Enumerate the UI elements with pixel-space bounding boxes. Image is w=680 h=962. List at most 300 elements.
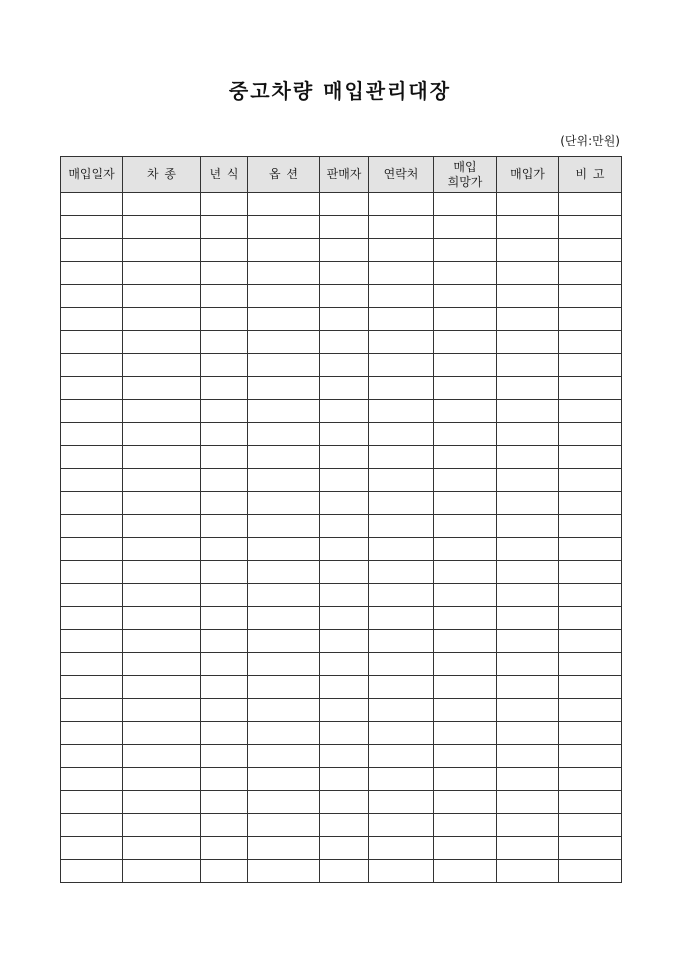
table-row (61, 285, 622, 308)
cell-purchase-date[interactable] (61, 653, 123, 676)
cell-purchase-date[interactable] (61, 584, 123, 607)
cell-car-type[interactable] (123, 308, 201, 331)
cell-year[interactable] (201, 446, 248, 469)
cell-seller[interactable] (320, 377, 369, 400)
table-row (61, 630, 622, 653)
cell-desired-price[interactable] (434, 285, 497, 308)
cell-options[interactable] (248, 354, 320, 377)
cell-contact[interactable] (369, 239, 434, 262)
cell-remarks[interactable] (559, 216, 622, 239)
cell-car-type[interactable] (123, 584, 201, 607)
cell-year[interactable] (201, 538, 248, 561)
cell-desired-price[interactable] (434, 791, 497, 814)
cell-purchase-date[interactable] (61, 515, 123, 538)
table-row (61, 492, 622, 515)
cell-car-type[interactable] (123, 699, 201, 722)
cell-purchase-price[interactable] (497, 193, 559, 216)
cell-remarks[interactable] (559, 239, 622, 262)
cell-seller[interactable] (320, 676, 369, 699)
table-row (61, 193, 622, 216)
cell-contact[interactable] (369, 262, 434, 285)
cell-purchase-price[interactable] (497, 630, 559, 653)
cell-seller[interactable] (320, 469, 369, 492)
cell-contact[interactable] (369, 492, 434, 515)
cell-purchase-price[interactable] (497, 538, 559, 561)
cell-desired-price[interactable] (434, 561, 497, 584)
cell-purchase-date[interactable] (61, 860, 123, 883)
cell-remarks[interactable] (559, 722, 622, 745)
cell-year[interactable] (201, 676, 248, 699)
cell-car-type[interactable] (123, 377, 201, 400)
cell-year[interactable] (201, 400, 248, 423)
table-row (61, 584, 622, 607)
cell-purchase-date[interactable] (61, 239, 123, 262)
cell-seller[interactable] (320, 653, 369, 676)
cell-car-type[interactable] (123, 216, 201, 239)
table-row (61, 331, 622, 354)
cell-year[interactable] (201, 354, 248, 377)
cell-desired-price[interactable] (434, 676, 497, 699)
cell-contact[interactable] (369, 469, 434, 492)
cell-desired-price[interactable] (434, 515, 497, 538)
cell-year[interactable] (201, 837, 248, 860)
cell-seller[interactable] (320, 216, 369, 239)
cell-purchase-price[interactable] (497, 446, 559, 469)
cell-desired-price[interactable] (434, 354, 497, 377)
cell-purchase-date[interactable] (61, 308, 123, 331)
cell-contact[interactable] (369, 354, 434, 377)
cell-remarks[interactable] (559, 193, 622, 216)
cell-year[interactable] (201, 515, 248, 538)
cell-year[interactable] (201, 239, 248, 262)
cell-purchase-price[interactable] (497, 400, 559, 423)
cell-remarks[interactable] (559, 699, 622, 722)
cell-purchase-date[interactable] (61, 492, 123, 515)
cell-contact[interactable] (369, 515, 434, 538)
cell-car-type[interactable] (123, 722, 201, 745)
cell-remarks[interactable] (559, 607, 622, 630)
table-row (61, 653, 622, 676)
cell-year[interactable] (201, 492, 248, 515)
cell-seller[interactable] (320, 722, 369, 745)
header-purchase-date: 매입일자 (61, 157, 123, 193)
cell-remarks[interactable] (559, 745, 622, 768)
cell-options[interactable] (248, 239, 320, 262)
cell-remarks[interactable] (559, 791, 622, 814)
cell-options[interactable] (248, 216, 320, 239)
cell-options[interactable] (248, 423, 320, 446)
cell-contact[interactable] (369, 699, 434, 722)
unit-note: (단위:만원) (560, 134, 620, 148)
cell-contact[interactable] (369, 400, 434, 423)
cell-contact[interactable] (369, 814, 434, 837)
cell-year[interactable] (201, 860, 248, 883)
cell-contact[interactable] (369, 768, 434, 791)
cell-purchase-date[interactable] (61, 469, 123, 492)
cell-options[interactable] (248, 745, 320, 768)
cell-remarks[interactable] (559, 308, 622, 331)
cell-year[interactable] (201, 308, 248, 331)
cell-year[interactable] (201, 262, 248, 285)
table-row (61, 377, 622, 400)
cell-seller[interactable] (320, 492, 369, 515)
table-row (61, 699, 622, 722)
purchase-ledger-table (60, 156, 622, 883)
cell-options[interactable] (248, 469, 320, 492)
cell-remarks[interactable] (559, 469, 622, 492)
cell-desired-price[interactable] (434, 377, 497, 400)
cell-contact[interactable] (369, 308, 434, 331)
cell-purchase-date[interactable] (61, 814, 123, 837)
cell-remarks[interactable] (559, 538, 622, 561)
cell-options[interactable] (248, 722, 320, 745)
cell-desired-price[interactable] (434, 630, 497, 653)
table-row (61, 423, 622, 446)
cell-seller[interactable] (320, 515, 369, 538)
cell-contact[interactable] (369, 837, 434, 860)
cell-remarks[interactable] (559, 331, 622, 354)
cell-seller[interactable] (320, 745, 369, 768)
cell-options[interactable] (248, 630, 320, 653)
table-row (61, 676, 622, 699)
cell-options[interactable] (248, 446, 320, 469)
cell-options[interactable] (248, 515, 320, 538)
cell-desired-price[interactable] (434, 584, 497, 607)
cell-options[interactable] (248, 377, 320, 400)
cell-year[interactable] (201, 285, 248, 308)
cell-purchase-date[interactable] (61, 193, 123, 216)
cell-car-type[interactable] (123, 515, 201, 538)
cell-options[interactable] (248, 676, 320, 699)
cell-purchase-price[interactable] (497, 515, 559, 538)
cell-year[interactable] (201, 745, 248, 768)
cell-car-type[interactable] (123, 538, 201, 561)
cell-seller[interactable] (320, 354, 369, 377)
cell-car-type[interactable] (123, 469, 201, 492)
document-title: 중고차량 매입관리대장 (228, 79, 452, 103)
table-row (61, 538, 622, 561)
cell-seller[interactable] (320, 630, 369, 653)
cell-purchase-price[interactable] (497, 262, 559, 285)
cell-options[interactable] (248, 331, 320, 354)
cell-seller[interactable] (320, 791, 369, 814)
table-row (61, 745, 622, 768)
cell-year[interactable] (201, 791, 248, 814)
cell-seller[interactable] (320, 584, 369, 607)
cell-remarks[interactable] (559, 630, 622, 653)
cell-desired-price[interactable] (434, 814, 497, 837)
cell-car-type[interactable] (123, 653, 201, 676)
cell-purchase-date[interactable] (61, 630, 123, 653)
cell-car-type[interactable] (123, 492, 201, 515)
cell-options[interactable] (248, 308, 320, 331)
cell-desired-price[interactable] (434, 446, 497, 469)
cell-remarks[interactable] (559, 561, 622, 584)
cell-contact[interactable] (369, 860, 434, 883)
cell-options[interactable] (248, 285, 320, 308)
cell-seller[interactable] (320, 768, 369, 791)
cell-desired-price[interactable] (434, 331, 497, 354)
table-row (61, 814, 622, 837)
cell-car-type[interactable] (123, 285, 201, 308)
cell-contact[interactable] (369, 446, 434, 469)
table-row (61, 262, 622, 285)
cell-options[interactable] (248, 860, 320, 883)
cell-car-type[interactable] (123, 676, 201, 699)
table-row (61, 607, 622, 630)
cell-car-type[interactable] (123, 814, 201, 837)
cell-car-type[interactable] (123, 193, 201, 216)
cell-options[interactable] (248, 814, 320, 837)
cell-seller[interactable] (320, 446, 369, 469)
header-desired-price-line-1: 매입 (453, 159, 477, 174)
table-row (61, 837, 622, 860)
cell-car-type[interactable] (123, 354, 201, 377)
cell-desired-price[interactable] (434, 768, 497, 791)
cell-car-type[interactable] (123, 837, 201, 860)
cell-purchase-date[interactable] (61, 354, 123, 377)
cell-car-type[interactable] (123, 860, 201, 883)
cell-seller[interactable] (320, 538, 369, 561)
cell-remarks[interactable] (559, 492, 622, 515)
cell-desired-price[interactable] (434, 653, 497, 676)
cell-desired-price[interactable] (434, 722, 497, 745)
cell-options[interactable] (248, 768, 320, 791)
cell-seller[interactable] (320, 423, 369, 446)
cell-car-type[interactable] (123, 331, 201, 354)
cell-car-type[interactable] (123, 607, 201, 630)
cell-year[interactable] (201, 216, 248, 239)
cell-options[interactable] (248, 584, 320, 607)
table-row (61, 860, 622, 883)
cell-contact[interactable] (369, 377, 434, 400)
cell-car-type[interactable] (123, 400, 201, 423)
cell-desired-price[interactable] (434, 216, 497, 239)
cell-seller[interactable] (320, 561, 369, 584)
cell-seller[interactable] (320, 400, 369, 423)
cell-options[interactable] (248, 653, 320, 676)
cell-options[interactable] (248, 791, 320, 814)
cell-year[interactable] (201, 561, 248, 584)
cell-purchase-price[interactable] (497, 423, 559, 446)
cell-year[interactable] (201, 814, 248, 837)
cell-desired-price[interactable] (434, 239, 497, 262)
cell-car-type[interactable] (123, 630, 201, 653)
cell-purchase-date[interactable] (61, 699, 123, 722)
cell-purchase-price[interactable] (497, 285, 559, 308)
cell-desired-price[interactable] (434, 538, 497, 561)
cell-contact[interactable] (369, 791, 434, 814)
cell-seller[interactable] (320, 193, 369, 216)
cell-year[interactable] (201, 469, 248, 492)
cell-purchase-date[interactable] (61, 676, 123, 699)
cell-car-type[interactable] (123, 239, 201, 262)
cell-remarks[interactable] (559, 860, 622, 883)
cell-remarks[interactable] (559, 676, 622, 699)
cell-year[interactable] (201, 423, 248, 446)
cell-seller[interactable] (320, 285, 369, 308)
cell-purchase-date[interactable] (61, 423, 123, 446)
cell-options[interactable] (248, 699, 320, 722)
cell-year[interactable] (201, 722, 248, 745)
cell-purchase-date[interactable] (61, 607, 123, 630)
cell-purchase-date[interactable] (61, 745, 123, 768)
cell-purchase-price[interactable] (497, 676, 559, 699)
cell-purchase-date[interactable] (61, 400, 123, 423)
cell-year[interactable] (201, 699, 248, 722)
cell-desired-price[interactable] (434, 745, 497, 768)
cell-contact[interactable] (369, 676, 434, 699)
cell-seller[interactable] (320, 814, 369, 837)
cell-desired-price[interactable] (434, 308, 497, 331)
header-contact: 연락처 (369, 157, 434, 193)
cell-purchase-date[interactable] (61, 216, 123, 239)
cell-year[interactable] (201, 377, 248, 400)
cell-seller[interactable] (320, 860, 369, 883)
cell-year[interactable] (201, 193, 248, 216)
cell-options[interactable] (248, 538, 320, 561)
cell-year[interactable] (201, 630, 248, 653)
cell-purchase-price[interactable] (497, 860, 559, 883)
cell-year[interactable] (201, 768, 248, 791)
cell-purchase-date[interactable] (61, 262, 123, 285)
cell-seller[interactable] (320, 239, 369, 262)
cell-seller[interactable] (320, 837, 369, 860)
cell-desired-price[interactable] (434, 262, 497, 285)
cell-purchase-price[interactable] (497, 653, 559, 676)
cell-car-type[interactable] (123, 262, 201, 285)
cell-remarks[interactable] (559, 400, 622, 423)
cell-options[interactable] (248, 492, 320, 515)
cell-purchase-price[interactable] (497, 308, 559, 331)
cell-car-type[interactable] (123, 791, 201, 814)
cell-purchase-date[interactable] (61, 446, 123, 469)
cell-purchase-date[interactable] (61, 285, 123, 308)
cell-purchase-date[interactable] (61, 331, 123, 354)
cell-seller[interactable] (320, 331, 369, 354)
cell-car-type[interactable] (123, 446, 201, 469)
cell-car-type[interactable] (123, 745, 201, 768)
cell-seller[interactable] (320, 699, 369, 722)
cell-desired-price[interactable] (434, 860, 497, 883)
cell-purchase-price[interactable] (497, 331, 559, 354)
header-options: 옵 션 (248, 157, 320, 193)
cell-purchase-price[interactable] (497, 722, 559, 745)
cell-car-type[interactable] (123, 768, 201, 791)
cell-contact[interactable] (369, 423, 434, 446)
cell-seller[interactable] (320, 308, 369, 331)
cell-purchase-date[interactable] (61, 538, 123, 561)
cell-purchase-price[interactable] (497, 469, 559, 492)
cell-purchase-price[interactable] (497, 699, 559, 722)
cell-purchase-price[interactable] (497, 791, 559, 814)
cell-remarks[interactable] (559, 262, 622, 285)
cell-purchase-price[interactable] (497, 377, 559, 400)
header-purchase-price: 매입가 (497, 157, 559, 193)
cell-purchase-price[interactable] (497, 745, 559, 768)
cell-remarks[interactable] (559, 814, 622, 837)
cell-options[interactable] (248, 193, 320, 216)
table-row (61, 469, 622, 492)
cell-purchase-price[interactable] (497, 837, 559, 860)
header-remarks: 비 고 (559, 157, 622, 193)
cell-remarks[interactable] (559, 377, 622, 400)
cell-remarks[interactable] (559, 584, 622, 607)
cell-purchase-price[interactable] (497, 607, 559, 630)
header-desired-price (434, 157, 497, 193)
cell-purchase-price[interactable] (497, 768, 559, 791)
cell-purchase-date[interactable] (61, 768, 123, 791)
cell-purchase-date[interactable] (61, 561, 123, 584)
cell-contact[interactable] (369, 722, 434, 745)
cell-year[interactable] (201, 331, 248, 354)
cell-remarks[interactable] (559, 446, 622, 469)
cell-remarks[interactable] (559, 515, 622, 538)
cell-desired-price[interactable] (434, 193, 497, 216)
cell-purchase-price[interactable] (497, 216, 559, 239)
cell-options[interactable] (248, 607, 320, 630)
cell-purchase-date[interactable] (61, 722, 123, 745)
table-row (61, 400, 622, 423)
cell-desired-price[interactable] (434, 607, 497, 630)
cell-year[interactable] (201, 653, 248, 676)
cell-desired-price[interactable] (434, 837, 497, 860)
cell-desired-price[interactable] (434, 492, 497, 515)
cell-remarks[interactable] (559, 653, 622, 676)
cell-contact[interactable] (369, 584, 434, 607)
cell-purchase-price[interactable] (497, 492, 559, 515)
cell-year[interactable] (201, 584, 248, 607)
cell-options[interactable] (248, 262, 320, 285)
cell-options[interactable] (248, 561, 320, 584)
cell-car-type[interactable] (123, 561, 201, 584)
cell-purchase-price[interactable] (497, 561, 559, 584)
cell-purchase-price[interactable] (497, 814, 559, 837)
cell-remarks[interactable] (559, 768, 622, 791)
cell-purchase-date[interactable] (61, 837, 123, 860)
cell-contact[interactable] (369, 538, 434, 561)
cell-contact[interactable] (369, 653, 434, 676)
cell-desired-price[interactable] (434, 423, 497, 446)
cell-contact[interactable] (369, 630, 434, 653)
cell-car-type[interactable] (123, 423, 201, 446)
cell-contact[interactable] (369, 745, 434, 768)
cell-contact[interactable] (369, 285, 434, 308)
cell-seller[interactable] (320, 262, 369, 285)
cell-remarks[interactable] (559, 837, 622, 860)
cell-options[interactable] (248, 400, 320, 423)
cell-options[interactable] (248, 837, 320, 860)
cell-seller[interactable] (320, 607, 369, 630)
cell-contact[interactable] (369, 216, 434, 239)
cell-contact[interactable] (369, 193, 434, 216)
cell-purchase-price[interactable] (497, 584, 559, 607)
cell-desired-price[interactable] (434, 699, 497, 722)
cell-contact[interactable] (369, 561, 434, 584)
cell-year[interactable] (201, 607, 248, 630)
cell-purchase-date[interactable] (61, 377, 123, 400)
cell-desired-price[interactable] (434, 469, 497, 492)
cell-desired-price[interactable] (434, 400, 497, 423)
cell-remarks[interactable] (559, 354, 622, 377)
cell-purchase-price[interactable] (497, 354, 559, 377)
cell-purchase-price[interactable] (497, 239, 559, 262)
cell-remarks[interactable] (559, 423, 622, 446)
cell-contact[interactable] (369, 607, 434, 630)
cell-purchase-date[interactable] (61, 791, 123, 814)
cell-remarks[interactable] (559, 285, 622, 308)
cell-contact[interactable] (369, 331, 434, 354)
